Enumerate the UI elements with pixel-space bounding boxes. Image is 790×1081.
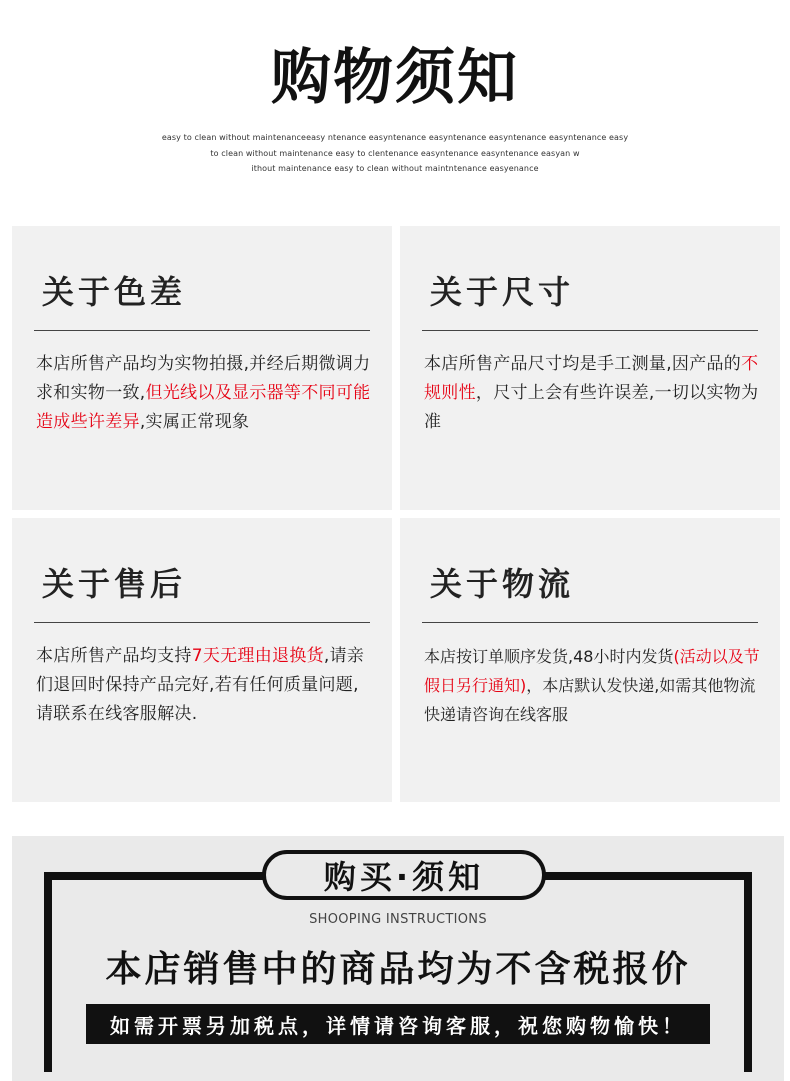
subtitle-line-1: easy to clean without maintenanceeasy ntenance easyntenance easyntenance easyntenance easyntenance easy bbox=[161, 133, 629, 142]
card-title: 关于尺寸 bbox=[430, 273, 575, 311]
body-text: 本店所售产品均为实物拍摄,并经后期微调力求和实物一致, bbox=[36, 354, 371, 403]
card-body bbox=[36, 350, 376, 437]
subtitle-line-3: ithout maintenance easy to clean without maintntenance easyenance bbox=[251, 164, 539, 173]
highlight-text: 但光线以及显示器等不同可能造成些许差异 bbox=[36, 383, 371, 432]
card-body bbox=[424, 350, 764, 437]
purchase-notice-panel bbox=[12, 836, 784, 1081]
card-body bbox=[36, 642, 376, 729]
color-difference-card bbox=[12, 226, 392, 510]
notice-headline: 本店销售中的商品均为不含税报价 bbox=[105, 949, 691, 990]
card-title: 关于色差 bbox=[42, 273, 187, 311]
after-sales-card bbox=[12, 518, 392, 802]
card-body bbox=[424, 642, 764, 729]
logistics-card bbox=[400, 518, 780, 802]
body-text: ,实属正常现象 bbox=[139, 412, 250, 432]
body-text: ，尺寸上会有些许误差,一切以实物为准 bbox=[424, 383, 759, 432]
size-card bbox=[400, 226, 780, 510]
card-title: 关于物流 bbox=[430, 565, 575, 603]
page-title: 购物须知 bbox=[271, 43, 519, 113]
highlight-text: 7天无理由退换货 bbox=[191, 646, 324, 666]
divider bbox=[34, 330, 370, 331]
subtitle-line-2: to clean without maintenance easy to clentenance easyntenance easyntenance easyan w bbox=[210, 149, 580, 158]
highlight-text: (活动以及节假日另行通知) bbox=[424, 647, 760, 695]
body-text: ，本店默认发快递,如需其他物流快递请咨询在线客服 bbox=[424, 676, 756, 724]
notice-invoice-bar: 如需开票另加税点，详情请咨询客服，祝您购物愉快！ bbox=[86, 1004, 710, 1044]
card-title: 关于售后 bbox=[42, 565, 187, 603]
divider bbox=[422, 622, 758, 623]
highlight-text: 不规则性 bbox=[424, 354, 759, 403]
divider bbox=[422, 330, 758, 331]
notice-english-subtitle: SHOOPING INSTRUCTIONS bbox=[309, 912, 487, 927]
body-text: 本店所售产品均支持 bbox=[36, 646, 192, 666]
divider bbox=[34, 622, 370, 623]
body-text: ,请亲们退回时保持产品完好,若有任何质量问题,请联系在线客服解决. bbox=[36, 646, 365, 724]
body-text: 本店所售产品尺寸均是手工测量,因产品的 bbox=[424, 354, 742, 374]
notice-pill-title: 购买·须知 bbox=[262, 850, 546, 900]
body-text: 本店按订单顺序发货,48小时内发货 bbox=[424, 647, 674, 666]
